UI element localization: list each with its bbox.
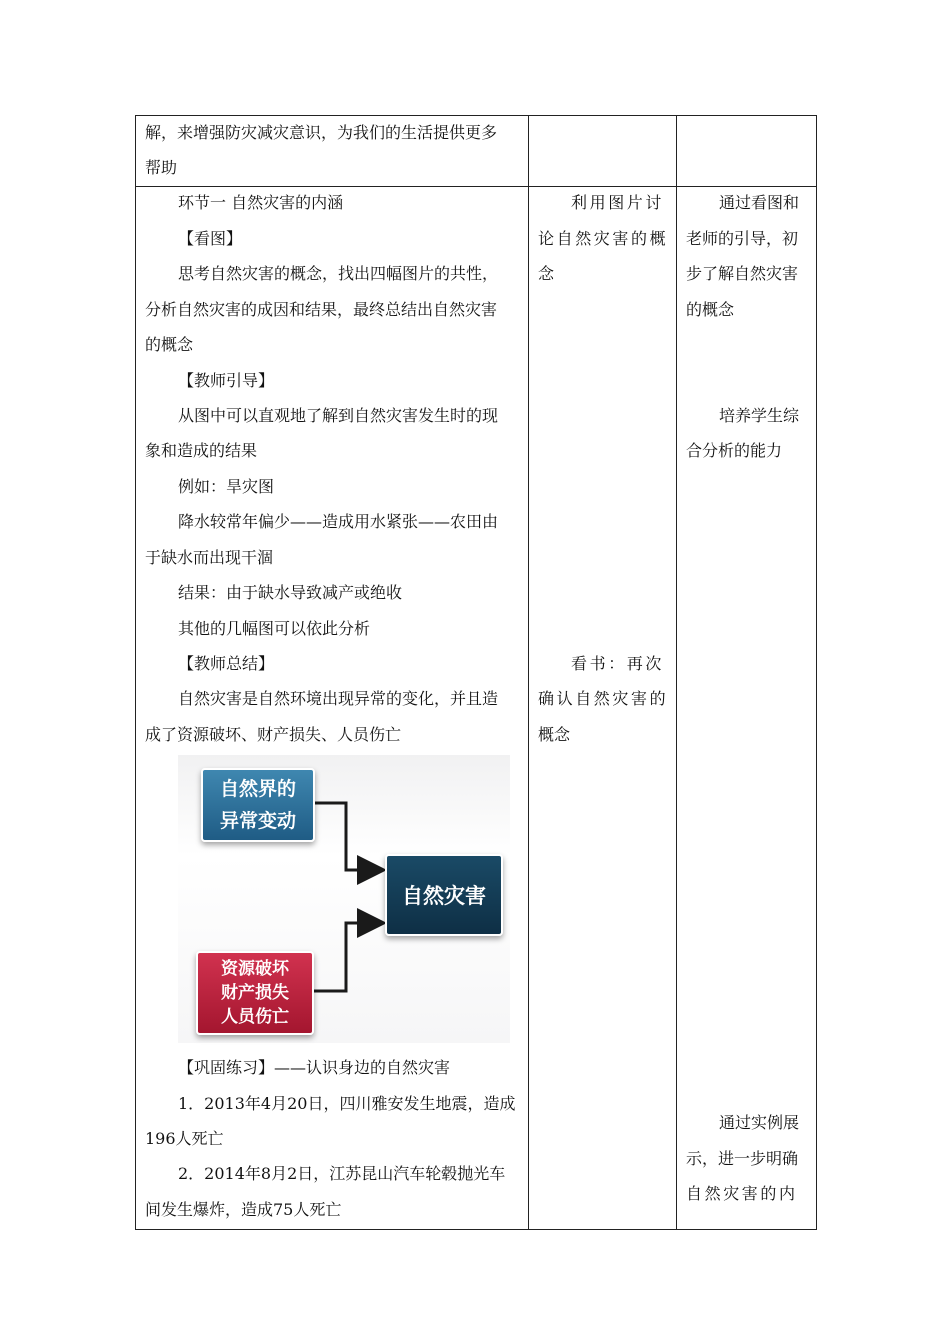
disaster-concept-diagram (178, 755, 510, 1043)
box-text: 财产损失 (221, 983, 289, 1003)
text-line: 看书：再次 (571, 654, 665, 673)
text-line: 思考自然灾害的概念，找出四幅图片的共性， (178, 264, 499, 283)
text-line: 其他的几幅图可以依此分析 (178, 619, 371, 638)
text-line: 念 (538, 264, 555, 283)
text-line: 培养学生综 (719, 406, 800, 425)
result-line: 结果：由于缺水导致减产或绝收 (178, 583, 403, 602)
arrow-nature-to-disaster (313, 803, 381, 870)
text-line: 自然灾害是自然环境出现异常的变化，并且造 (178, 689, 499, 708)
text-line: 间发生爆炸，造成75人死亡 (145, 1200, 342, 1219)
text-line: 合分析的能力 (686, 441, 783, 460)
box-nature-anomaly (201, 768, 315, 842)
activity-cell (529, 187, 677, 1230)
box-natural-disaster (385, 854, 503, 936)
text-line: 分析自然灾害的成因和结果，最终总结出自然灾害 (145, 300, 498, 319)
text-line: 步了解自然灾害 (686, 264, 799, 283)
text-line: 的概念 (145, 335, 194, 354)
lesson-plan-table (135, 115, 817, 1230)
section-title: 环节一 自然灾害的内涵 (178, 193, 344, 212)
text-line: 确认自然灾害的 (538, 689, 669, 708)
text-line: 2．2014年8月2日，江苏昆山汽车轮毂抛光车 (178, 1164, 506, 1183)
box-losses (196, 951, 314, 1035)
text-line: 利用图片讨 (571, 193, 665, 212)
activity-cell (529, 116, 677, 187)
arrow-loss-to-disaster (312, 923, 381, 991)
label-summary: 【教师总结】 (178, 654, 275, 673)
example-label: 例如：旱灾图 (178, 477, 275, 496)
box-text: 自然界的 (219, 778, 296, 800)
text-line: 成了资源破坏、财产损失、人员伤亡 (145, 725, 402, 744)
label-look: 【看图】 (178, 229, 243, 248)
text-line: 示，进一步明确 (686, 1149, 799, 1168)
text-line: 解，来增强防灾减灾意识，为我们的生活提供更多 (145, 123, 498, 142)
text-line: 象和造成的结果 (145, 441, 258, 460)
text-line: 老师的引导，初 (686, 229, 799, 248)
text-line: 于缺水而出现干涸 (145, 548, 274, 567)
intent-cell (677, 187, 817, 1230)
intent-cell (677, 116, 817, 187)
box-text: 自然灾害 (402, 884, 486, 908)
text-line: 196人死亡 (145, 1129, 224, 1148)
label-guide: 【教师引导】 (178, 371, 275, 390)
text-line: 通过实例展 (719, 1113, 800, 1132)
text-line: 降水较常年偏少——造成用水紧张——农田由 (178, 512, 499, 531)
box-text: 异常变动 (219, 810, 296, 832)
text-line: 论自然灾害的概 (538, 229, 669, 248)
table-row (136, 116, 817, 187)
table-row (136, 187, 817, 1230)
text-line: 通过看图和 (719, 193, 800, 212)
content-cell (136, 116, 529, 187)
content-cell (136, 187, 529, 1230)
label-practice: 【巩固练习】——认识身边的自然灾害 (178, 1058, 451, 1077)
text-line: 1．2013年4月20日，四川雅安发生地震，造成 (178, 1094, 516, 1113)
text-line: 帮助 (145, 158, 178, 177)
text-line: 自然灾害的内 (686, 1184, 798, 1203)
text-line: 的概念 (686, 300, 735, 319)
box-text: 资源破坏 (221, 959, 289, 979)
text-line: 从图中可以直观地了解到自然灾害发生时的现 (178, 406, 499, 425)
box-text: 人员伤亡 (221, 1007, 289, 1027)
text-line: 概念 (538, 725, 571, 744)
